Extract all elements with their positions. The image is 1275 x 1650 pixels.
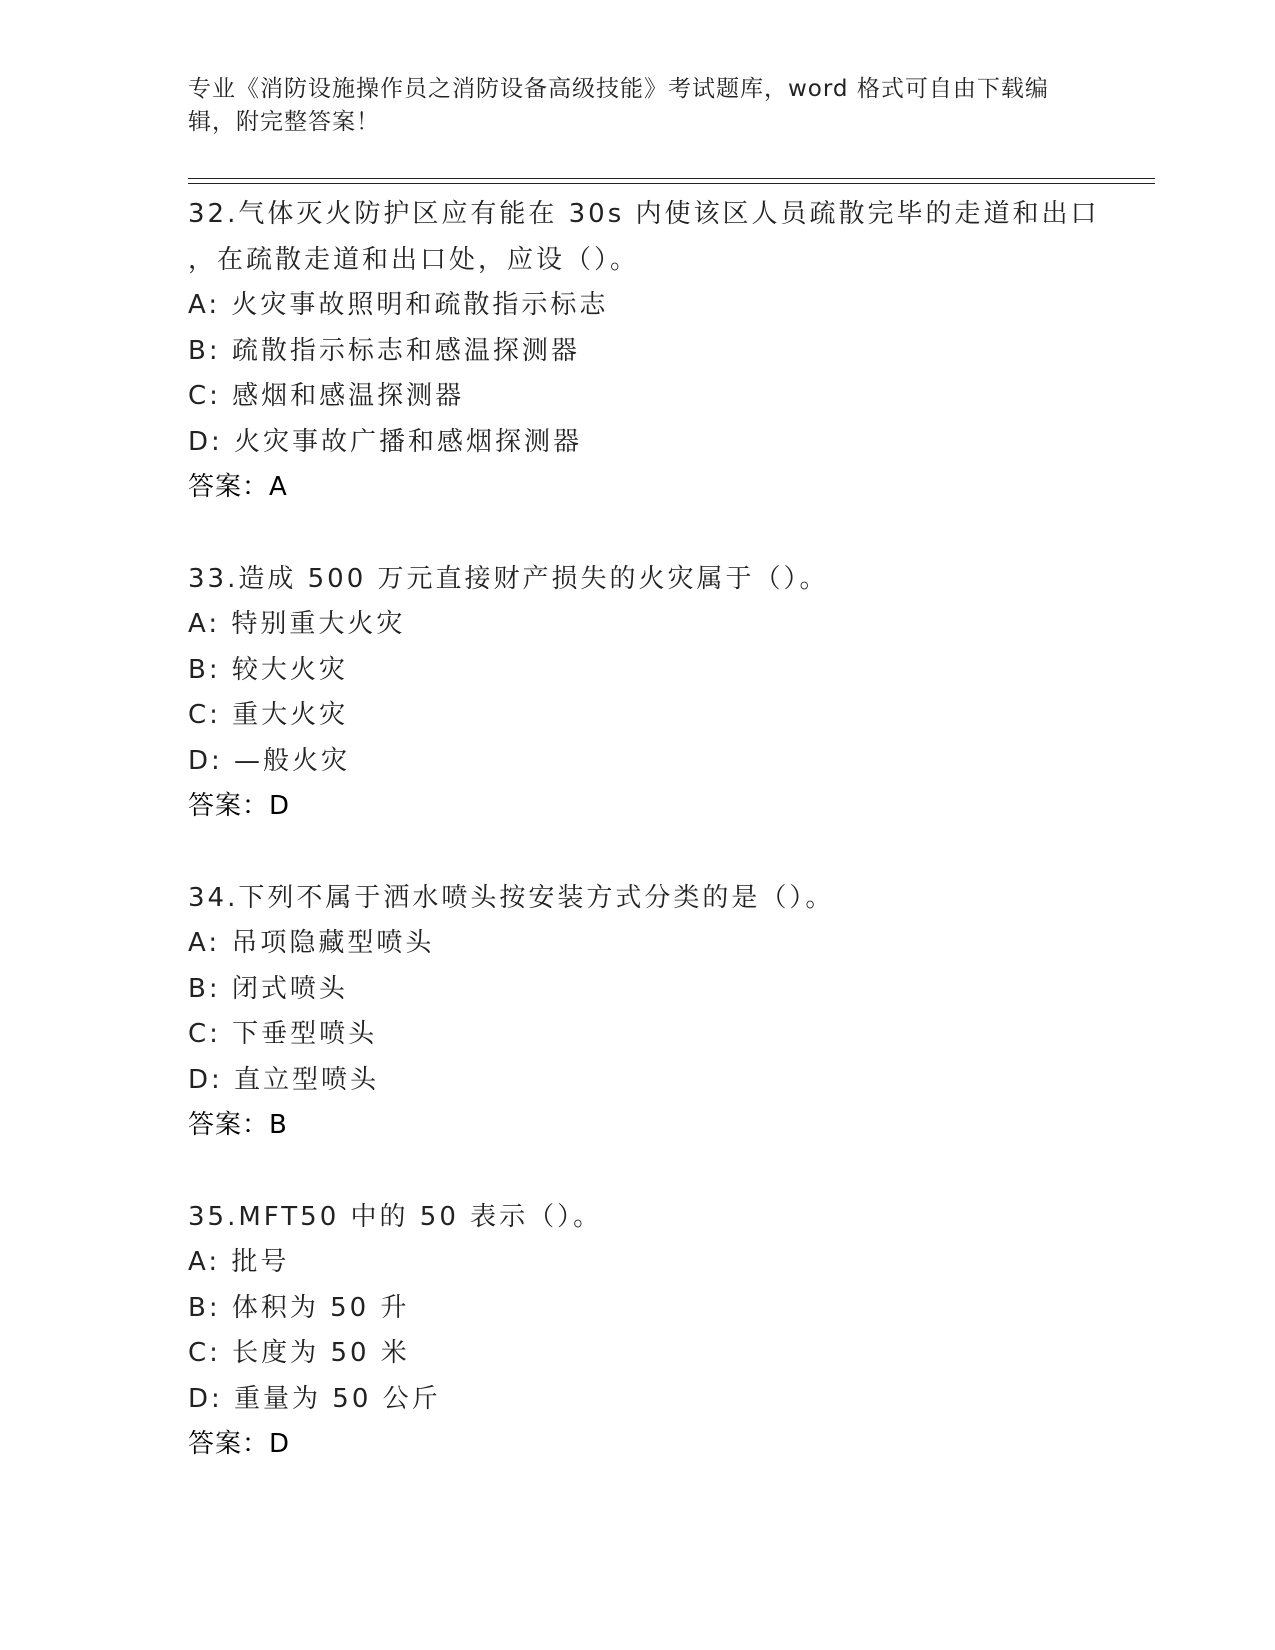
option-c: C: 长度为 50 米 [188,1338,410,1368]
answer-label: 答案：D [188,1429,291,1459]
header-line-1: 专业《消防设施操作员之消防设备高级技能》考试题库，word 格式可自由下载编 [188,76,1049,102]
option-a: A: 火灾事故照明和疏散指示标志 [188,290,609,320]
option-b: B: 闭式喷头 [188,973,348,1004]
question-35 [188,1195,1088,1468]
header-divider-bottom [188,183,1155,184]
option-b: B: 疏散指示标志和感温探测器 [188,335,580,366]
option-d: D: 重量为 50 公斤 [188,1383,441,1414]
question-34 [188,876,1088,1149]
question-stem: 33.造成 500 万元直接财产损失的火灾属于（）。 [188,563,829,594]
option-a: A: 批号 [188,1247,290,1277]
header-line-2: 辑，附完整答案！ [188,109,380,135]
option-d: D: 火灾事故广播和感烟探测器 [188,426,583,457]
question-stem: 32.气体灭火防护区应有能在 30s 内使该区人员疏散完毕的走道和出口 [188,199,1100,229]
question-32 [188,192,1100,511]
question-stem-continued: ，在疏散走道和出口处，应设（）。 [188,244,640,275]
answer-label: 答案：D [188,791,291,821]
option-b: B: 较大火灾 [188,654,348,685]
option-c: C: 重大火灾 [188,700,349,730]
option-c: C: 下垂型喷头 [188,1019,378,1049]
option-a: A: 特别重大火灾 [188,609,406,639]
option-c: C: 感烟和感温探测器 [188,381,465,411]
option-b: B: 体积为 50 升 [188,1292,410,1323]
header-divider-top [188,178,1155,179]
option-a: A: 吊项隐藏型喷头 [188,928,435,958]
document-header [188,73,1088,139]
answer-label: 答案：B [188,1110,288,1140]
question-list [188,192,1100,1514]
answer-label: 答案：A [188,472,288,502]
option-d: D: 直立型喷头 [188,1064,380,1095]
question-stem: 34.下列不属于洒水喷头按安装方式分类的是（）。 [188,882,835,913]
question-33 [188,557,1088,830]
question-stem: 35.MFT50 中的 50 表示（）。 [188,1201,603,1232]
option-d: D: —般火灾 [188,745,351,776]
